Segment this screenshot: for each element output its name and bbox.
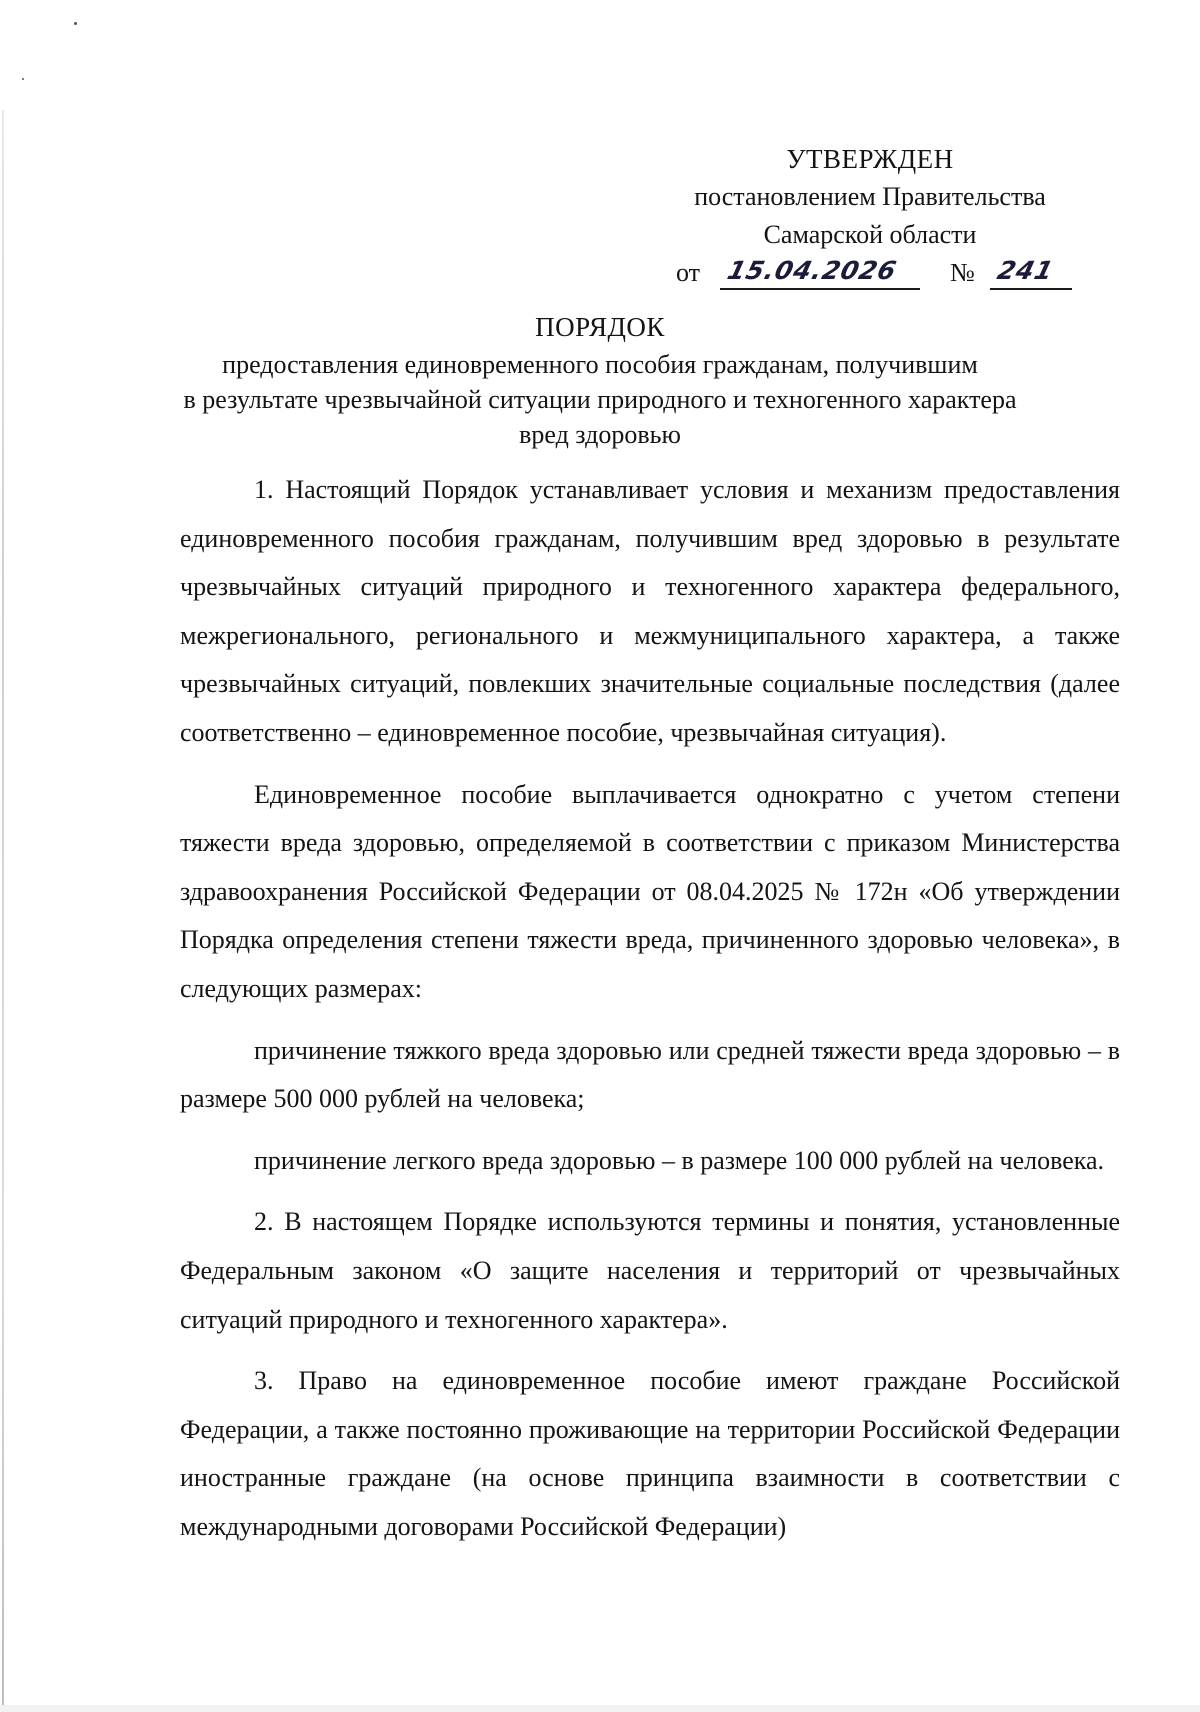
date-prefix: от [676,258,701,287]
approval-line-2: Самарской области [763,220,977,249]
paragraph-1: 1. Настоящий Порядок устанавливает условия и механизм предоставления единовременного пособия гражданам, получившим вред здоровью в результате чрезвычайных ситуаций природного и техногенного характера федерального, межрегионального, регионального и межмуниципального характера, а также чрезвычайных ситуаций, повлекших значительные социальные последствия (далее соответственно – единовременное пособие, чрезвычайная ситуация). [180,475,1120,747]
document-title: ПОРЯДОК [535,312,665,342]
handwritten-number: 241 [994,256,1057,285]
subtitle-line: предоставления единовременного пособия гражданам, получившим [222,350,978,379]
scan-edge-bottom [0,1705,1200,1712]
document-body [180,466,1120,1551]
paragraph-3: причинение тяжкого вреда здоровью или средней тяжести вреда здоровью – в размере 500 000 рублей на человека; [180,1035,1120,1114]
subtitle-line: вред здоровью [519,420,681,449]
scan-edge-left [2,110,4,1710]
title-block [150,310,1050,452]
paragraph-5: 2. В настоящем Порядке используются термины и понятия, установленные Федеральным законом «О защите населения и территорий от чрезвычайных ситуаций природного и техногенного характера». [180,1207,1120,1334]
number-field [990,254,1072,290]
paragraph-4: причинение легкого вреда здоровью – в размере 100 000 рублей на человека. [254,1145,1105,1175]
paragraph-2: Единовременное пособие выплачивается однократно с учетом степени тяжести вреда здоровью, определяемой в соответствии с приказом Министерства здравоохранения Российской Федерации от 08.04.2025 № 172н «Об утверждении Порядка определения степени тяжести вреда, причиненного здоровью человека», в следующих размерах: [180,779,1120,1003]
scan-dot [74,22,77,25]
approved-heading: УТВЕРЖДЕН [786,144,954,174]
subtitle-line: в результате чрезвычайной ситуации природного и техногенного характера [183,385,1017,414]
paragraph-6: 3. Право на единовременное пособие имеют граждане Российской Федерации, а также постоянно проживающие на территории Российской Федерации иностранные граждане (на основе принципа взаимности в соответствии с международными договорами Российской Федерации) [180,1366,1120,1541]
date-field [720,254,920,290]
date-number-line [660,254,1080,294]
approval-line-1: постановлением Правительства [694,182,1046,211]
handwritten-date: 15.04.2026 [724,256,900,285]
scan-dot [22,78,24,80]
approval-block [660,140,1080,294]
number-prefix: № [950,258,975,287]
